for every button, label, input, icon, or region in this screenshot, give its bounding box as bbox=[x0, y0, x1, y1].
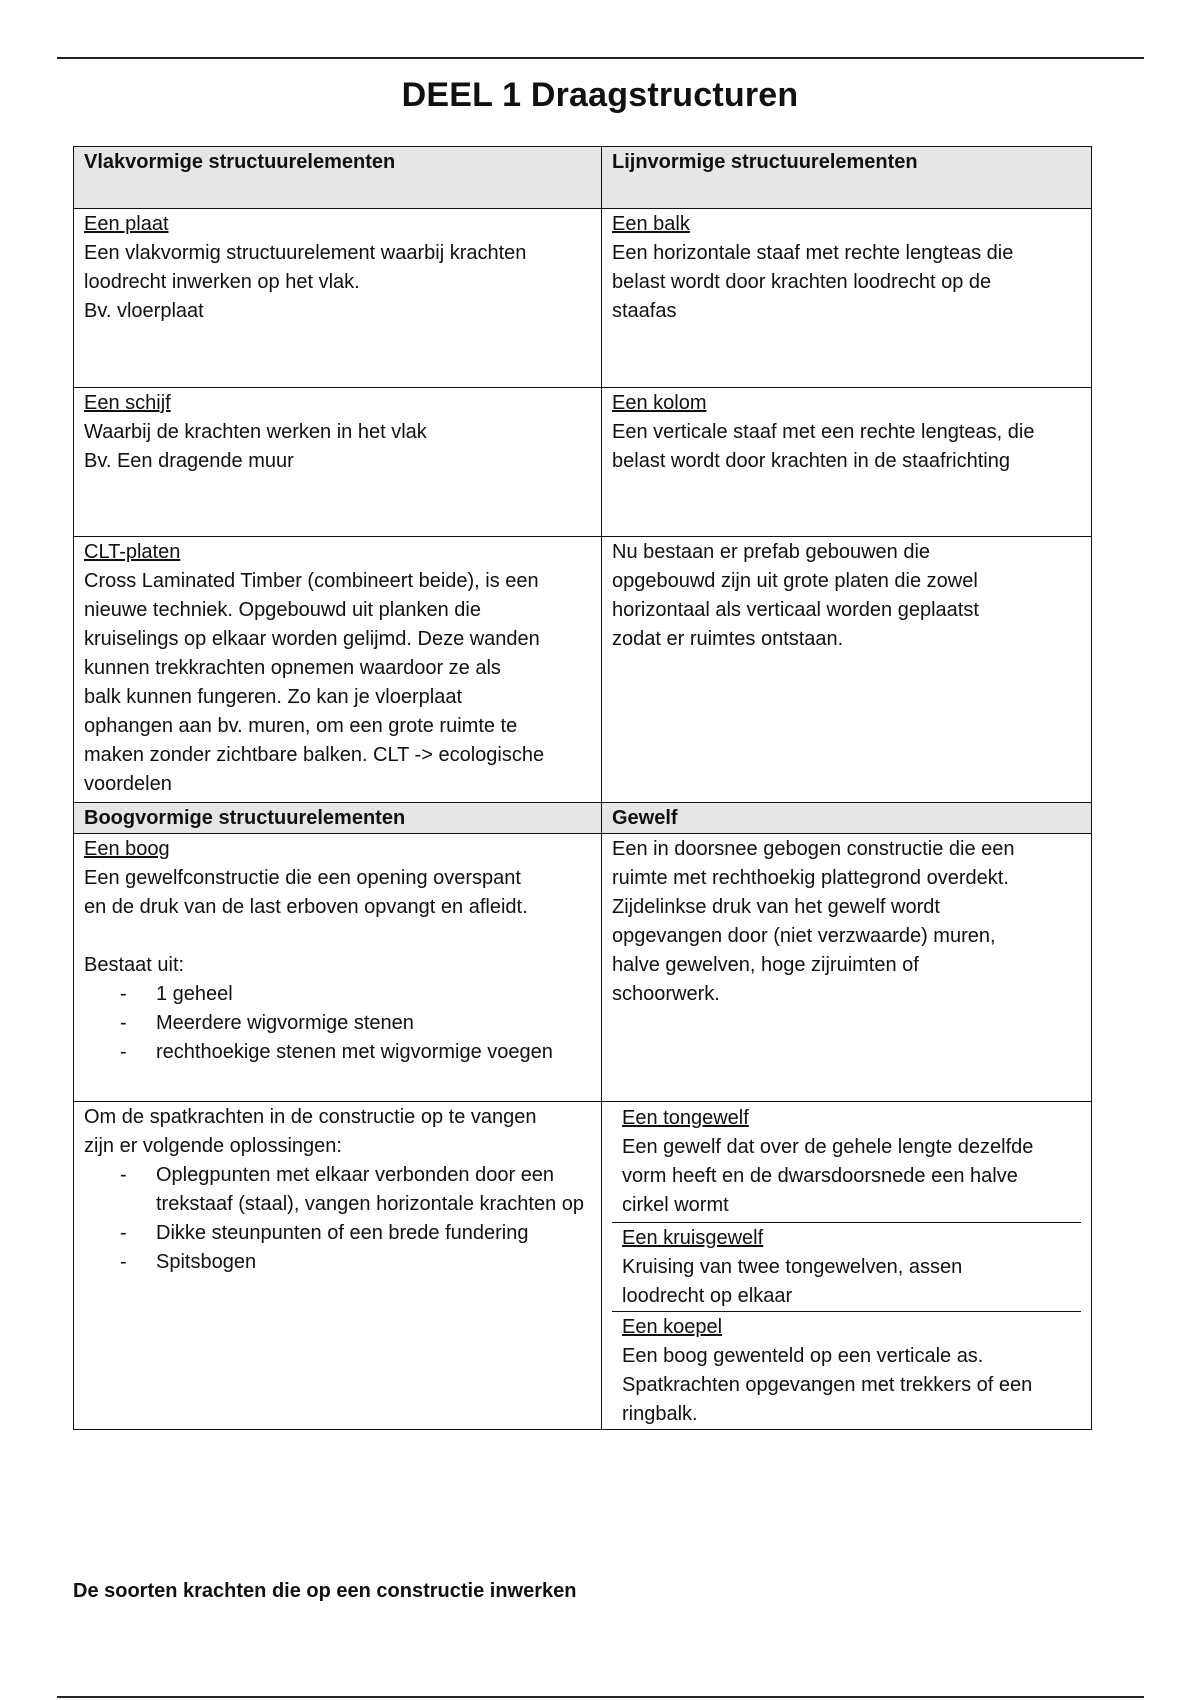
list-item: - Dikke steunpunten of een brede fundering bbox=[120, 1219, 591, 1248]
term-clt: CLT-platen bbox=[84, 541, 181, 563]
text-line: belast wordt door krachten loodrecht op de bbox=[612, 271, 992, 293]
text-line: kruiselings op elkaar worden gelijmd. Deze wanden bbox=[84, 628, 540, 650]
text-line: zodat er ruimtes ontstaan. bbox=[612, 628, 844, 650]
term-schijf: Een schijf bbox=[84, 392, 171, 414]
text-line: Spatkrachten opgevangen met trekkers of een bbox=[622, 1373, 1033, 1396]
text-line: Cross Laminated Timber (combineert beide), is een bbox=[84, 570, 539, 592]
text-line: horizontaal als verticaal worden geplaatst bbox=[612, 599, 979, 621]
text-line: Een boog gewenteld op een verticale as. bbox=[622, 1344, 984, 1367]
text-line: maken zonder zichtbare balken. CLT -> ecologische bbox=[84, 744, 545, 766]
text-line: ringbalk. bbox=[622, 1402, 698, 1425]
text-line: halve gewelven, hoge zijruimten of bbox=[612, 954, 919, 976]
text-line: ophangen aan bv. muren, om een grote ruimte te bbox=[84, 715, 518, 737]
cell-boog bbox=[74, 834, 602, 1102]
list-intro: Bestaat uit: bbox=[84, 954, 185, 976]
text-line: Nu bestaan er prefab gebouwen die bbox=[612, 541, 931, 563]
text-line: opgebouwd zijn uit grote platen die zowel bbox=[612, 570, 978, 592]
top-rule bbox=[57, 57, 1144, 59]
text-line: en de druk van de last erboven opvangt en afleidt. bbox=[84, 896, 528, 918]
header-vlakvormig: Vlakvormige structuurelementen bbox=[74, 147, 602, 209]
spacer bbox=[84, 922, 591, 951]
text-line: Zijdelinkse druk van het gewelf wordt bbox=[612, 896, 940, 918]
text-line: Een verticale staaf met een rechte lengteas, die bbox=[612, 421, 1035, 443]
text-line: cirkel wormt bbox=[622, 1194, 729, 1216]
cell-balk bbox=[602, 209, 1092, 388]
text-line: ruimte met rechthoekig plattegrond overdekt. bbox=[612, 867, 1009, 889]
header-boogvormig: Boogvormige structuurelementen bbox=[74, 803, 602, 834]
cell-clt bbox=[74, 537, 602, 803]
text-line: kunnen trekkrachten opnemen waardoor ze als bbox=[84, 657, 501, 679]
text-line: Bv. Een dragende muur bbox=[84, 450, 294, 472]
text-line: loodrecht op elkaar bbox=[622, 1284, 793, 1307]
text-line: Een in doorsnee gebogen constructie die een bbox=[612, 838, 1015, 860]
term-plaat: Een plaat bbox=[84, 213, 169, 235]
cell-kolom bbox=[602, 388, 1092, 537]
header-gewelf: Gewelf bbox=[602, 803, 1092, 834]
text-line: balk kunnen fungeren. Zo kan je vloerplaat bbox=[84, 686, 463, 708]
text-line: vorm heeft en de dwarsdoorsnede een halve bbox=[622, 1165, 1018, 1187]
cell-koepel bbox=[612, 1311, 1081, 1429]
text-line: nieuwe techniek. Opgebouwd uit planken die bbox=[84, 599, 481, 621]
text-line: Om de spatkrachten in de constructie op te vangen bbox=[84, 1106, 537, 1128]
bottom-rule bbox=[57, 1696, 1144, 1698]
text-line: opgevangen door (niet verzwaarde) muren, bbox=[612, 925, 996, 947]
list-item: - Spitsbogen bbox=[120, 1248, 591, 1277]
cell-gewelf-types bbox=[602, 1102, 1092, 1430]
list-item: - 1 geheel bbox=[120, 980, 591, 1009]
section-heading: De soorten krachten die op een constructie inwerken bbox=[73, 1580, 577, 1602]
cell-plaat bbox=[74, 209, 602, 388]
text-line: Kruising van twee tongewelven, assen bbox=[622, 1255, 963, 1278]
cell-gewelf bbox=[602, 834, 1092, 1102]
structures-table bbox=[73, 146, 1092, 1430]
list-item: - rechthoekige stenen met wigvormige voegen bbox=[120, 1038, 591, 1067]
spat-list bbox=[84, 1161, 591, 1277]
cell-tongewelf bbox=[612, 1103, 1081, 1222]
cell-schijf bbox=[74, 388, 602, 537]
text-line: Waarbij de krachten werken in het vlak bbox=[84, 421, 427, 443]
term-koepel: Een koepel bbox=[622, 1315, 723, 1338]
term-tongewelf: Een tongewelf bbox=[622, 1107, 749, 1129]
text-line: Een gewelf dat over de gehele lengte dezelfde bbox=[622, 1136, 1034, 1158]
term-kruisgewelf: Een kruisgewelf bbox=[622, 1226, 764, 1249]
text-line: zijn er volgende oplossingen: bbox=[84, 1135, 342, 1157]
text-line: schoorwerk. bbox=[612, 983, 720, 1005]
text-line: Een vlakvormig structuurelement waarbij krachten bbox=[84, 242, 527, 264]
cell-kruisgewelf bbox=[612, 1222, 1081, 1311]
list-item: - Oplegpunten met elkaar verbonden door een trekstaaf (staal), vangen horizontale krachten op bbox=[120, 1161, 591, 1219]
text-line: belast wordt door krachten in de staafrichting bbox=[612, 450, 1010, 472]
term-balk: Een balk bbox=[612, 213, 690, 235]
cell-spatkrachten bbox=[74, 1102, 602, 1430]
term-boog: Een boog bbox=[84, 838, 170, 860]
boog-list bbox=[84, 980, 591, 1067]
list-item: - Meerdere wigvormige stenen bbox=[120, 1009, 591, 1038]
text-line: Bv. vloerplaat bbox=[84, 300, 204, 322]
text-line: Een horizontale staaf met rechte lengteas die bbox=[612, 242, 1014, 264]
cell-prefab bbox=[602, 537, 1092, 803]
page-title: DEEL 1 Draagstructuren bbox=[401, 76, 799, 114]
header-lijnvormig: Lijnvormige structuurelementen bbox=[602, 147, 1092, 209]
text-line: staafas bbox=[612, 300, 677, 322]
text-line: voordelen bbox=[84, 773, 172, 795]
term-kolom: Een kolom bbox=[612, 392, 707, 414]
text-line: Een gewelfconstructie die een opening overspant bbox=[84, 867, 521, 889]
text-line: loodrecht inwerken op het vlak. bbox=[84, 271, 360, 293]
gewelf-types-table bbox=[612, 1103, 1081, 1429]
